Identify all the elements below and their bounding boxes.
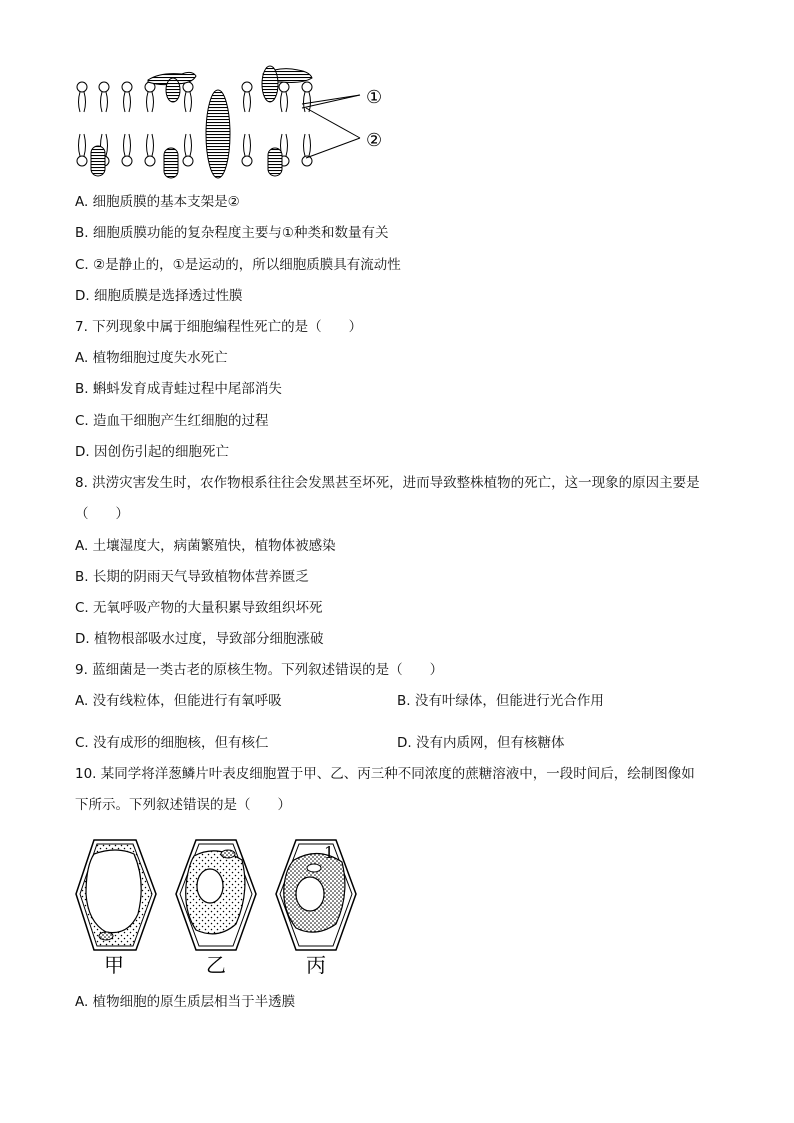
phospholipid-tail <box>79 92 86 112</box>
q7-option-d: D. 因创伤引起的细胞死亡 <box>75 444 229 460</box>
q10-option-a: A. 植物细胞的原生质层相当于半透膜 <box>75 994 296 1010</box>
plasmolysis-cells-figure <box>72 832 372 977</box>
membrane-diagram <box>70 62 390 182</box>
q10-stem-line2: 下所示。下列叙述错误的是（ ） <box>75 797 291 813</box>
cell-bing <box>276 840 356 950</box>
phospholipid-head <box>77 156 87 166</box>
q9-option-a: A. 没有线粒体，但能进行有氧呼吸 <box>75 693 282 709</box>
phospholipid-head <box>77 82 87 92</box>
q6-option-d: D. 细胞质膜是选择透过性膜 <box>75 288 243 304</box>
phospholipid-tail <box>147 134 154 156</box>
phospholipid-tail <box>244 92 251 112</box>
phospholipid-head <box>122 156 132 166</box>
q8-option-a: A. 土壤湿度大，病菌繁殖快，植物体被感染 <box>75 538 336 554</box>
q8-option-c: C. 无氧呼吸产物的大量积累导致组织坏死 <box>75 600 323 616</box>
phospholipid-tail <box>244 134 251 156</box>
phospholipid-tail <box>124 92 131 112</box>
figure-label-jia: 甲 <box>104 953 124 977</box>
q9-option-b: B. 没有叶绿体，但能进行光合作用 <box>397 693 604 709</box>
q6-option-a: A. 细胞质膜的基本支架是② <box>75 194 240 210</box>
cell-jia <box>76 840 156 950</box>
q8-stem-line2: （ ） <box>75 506 129 522</box>
q8-option-b: B. 长期的阴雨天气导致植物体营养匮乏 <box>75 569 309 585</box>
phospholipid-tail <box>79 134 86 156</box>
phospholipid-tail <box>124 134 131 156</box>
phospholipid-tail <box>101 92 108 112</box>
phospholipid-head <box>279 82 289 92</box>
q6-option-b: B. 细胞质膜功能的复杂程度主要与①种类和数量有关 <box>75 225 389 241</box>
membrane-label-one: ① <box>366 87 383 108</box>
phospholipid-head <box>99 82 109 92</box>
cell-marker-1: 1 <box>324 843 335 862</box>
q7-option-b: B. 蝌蚪发育成青蛙过程中尾部消失 <box>75 381 282 397</box>
q6-option-c: C. ②是静止的，①是运动的，所以细胞质膜具有流动性 <box>75 257 401 273</box>
phospholipid-tail <box>185 92 192 112</box>
q9-option-d: D. 没有内质网，但有核糖体 <box>397 735 565 751</box>
phospholipid-head <box>122 82 132 92</box>
q7-option-a: A. 植物细胞过度失水死亡 <box>75 350 228 366</box>
q7-option-c: C. 造血干细胞产生红细胞的过程 <box>75 413 269 429</box>
q8-stem-line1: 8. 洪涝灾害发生时，农作物根系往往会发黑甚至坏死，进而导致整株植物的死亡，这一现象的原因主要是 <box>75 475 700 491</box>
phospholipid-head <box>242 156 252 166</box>
cell-yi <box>176 840 256 950</box>
q10-stem-line1: 10. 某同学将洋葱鳞片叶表皮细胞置于甲、乙、丙三种不同浓度的蔗糖溶液中，一段时间后，绘制图像如 <box>75 766 695 782</box>
phospholipid-head <box>183 156 193 166</box>
q7-stem: 7. 下列现象中属于细胞编程性死亡的是（ ） <box>75 319 363 335</box>
q9-option-c: C. 没有成形的细胞核，但有核仁 <box>75 735 269 751</box>
phospholipid-tail <box>304 134 311 156</box>
figure-label-bing: 丙 <box>306 953 326 977</box>
q8-option-d: D. 植物根部吸水过度，导致部分细胞涨破 <box>75 631 324 647</box>
phospholipid-tail <box>147 92 154 112</box>
phospholipid-head <box>302 82 312 92</box>
phospholipid-tail <box>281 92 288 112</box>
phospholipid-tail <box>185 134 192 156</box>
phospholipid-head <box>145 156 155 166</box>
q9-stem: 9. 蓝细菌是一类古老的原核生物。下列叙述错误的是（ ） <box>75 662 444 678</box>
figure-label-yi: 乙 <box>206 953 226 977</box>
membrane-label-two: ② <box>366 130 383 151</box>
phospholipid-head <box>242 82 252 92</box>
